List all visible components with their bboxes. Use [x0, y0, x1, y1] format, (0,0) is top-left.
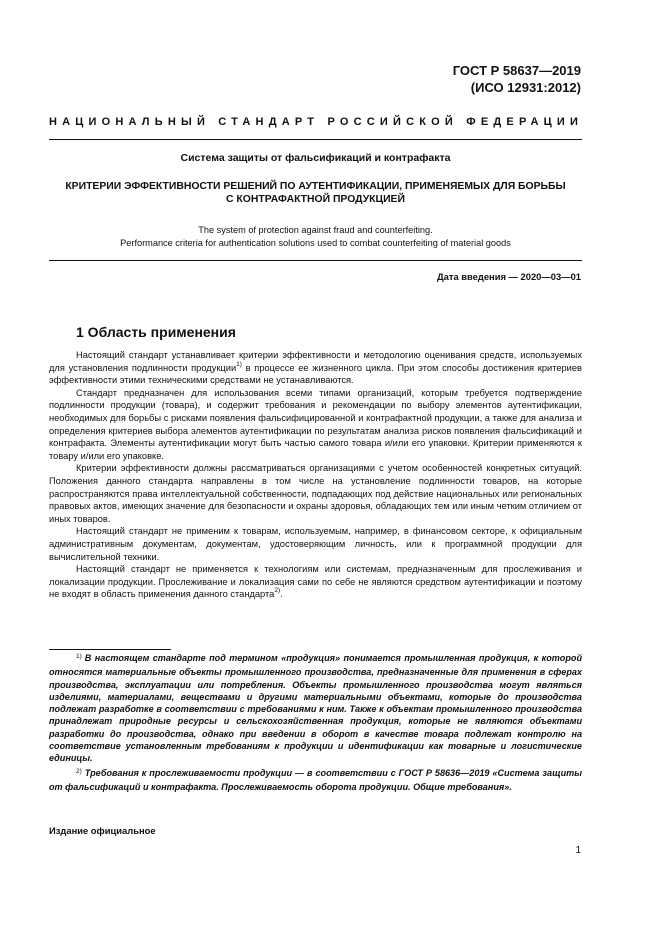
standard-number: ГОСТ Р 58637—2019 — [452, 63, 581, 78]
paragraph-2: Стандарт предназначен для использования всеми типами организаций, которым требуется подтверждение подлинности продукции (товара), и содержит требования и рекомендации по выбору элементов аутентификации, необходимых для борьбы с рисками появления фальсифицированной и контрафактной продукции, а также для анализа и определения критериев выбора элементов аутентификации по результатам анализа рисков появления фальсификаций и контрафакта. Элементы аутентификации могут быть частью самого товара и/или его упаковки. Критерии применяются к товару и/или его упаковке. — [49, 387, 582, 461]
section-body — [49, 349, 582, 601]
footnote-2 — [49, 767, 582, 794]
introduction-date: Дата введения — 2020—03—01 — [436, 271, 581, 282]
english-title — [49, 224, 582, 250]
footnote-ref-2: 2) — [274, 587, 281, 595]
page-number: 1 — [575, 845, 581, 856]
footnote-divider — [49, 649, 171, 650]
iso-number: (ИСО 12931:2012) — [470, 80, 581, 95]
paragraph-4: Настоящий стандарт не применим к товарам, используемым, например, в финансовом секторе, к официальным административным документам, документам, удостоверяющим личность, или к программной продукции для вычислительной техники. — [49, 526, 582, 562]
footnote-1-text: В настоящем стандарте под термином «продукция» понимается промышленная продукция, к которой относятся материальные объекты промышленного производства, предназначенные для применения в сферах производства, эксплуатации или потребления. Объекты промышленного производства могут являться изделиями, материалами, веществами и другими материальными объектами, которые до производства подлежат разработке в соответствии с требованиями к ним. Также к объектам промышленного производства принадлежат природные ресурсы и сельскохозяйственная продукция, которые не являются объектами разработки до производства, однако при введении в оборот в качестве товара подлежат контролю на соответствие установленным требованиям к продукции и идентификации как товарные и логистические единицы. — [49, 653, 582, 764]
footnote-1-mark: 1) — [76, 653, 82, 660]
standard-number-block — [453, 62, 581, 96]
title-divider — [49, 260, 582, 261]
top-divider — [49, 139, 582, 140]
footnote-ref-1: 1) — [236, 360, 242, 368]
national-standard-heading: НАЦИОНАЛЬНЫЙ СТАНДАРТ РОССИЙСКОЙ ФЕДЕРАЦИИ — [49, 116, 584, 128]
paragraph-5: Настоящий стандарт не применяется к технологиям или системам, предназначенным для прослеживания и локализации продукции. Прослеживание и локализация сами по себе не являются средством аутентификации и поэтому не входят в область применения данного стандарта$^{2)}$. — [49, 564, 582, 600]
english-title-line-1: The system of protection against fraud and counterfeiting. — [198, 225, 433, 235]
edition-label: Издание официальное — [49, 825, 156, 836]
section-heading: 1 Область применения — [76, 324, 236, 340]
footnotes — [49, 652, 582, 795]
paragraph-1: Настоящий стандарт устанавливает критерии эффективности и методологию оценивания средств, используемых для установления подлинности продукции$^{1)}$ в процессе ее жизненного цикла. При этом способы достижения критериев эффективности этими техническими средствами не устанавливаются. — [49, 350, 582, 386]
main-title: КРИТЕРИИ ЭФФЕКТИВНОСТИ РЕШЕНИЙ ПО АУТЕНТИФИКАЦИИ, ПРИМЕНЯЕМЫХ ДЛЯ БОРЬБЫ С КОНТРАФАКТНОЙ ПРОДУКЦИЕЙ — [65, 181, 566, 205]
footnote-2-text: Требования к прослеживаемости продукции — в соответствии с ГОСТ Р 58636—2019 «Система защиты от фальсификаций и контрафакта. Прослеживаемость оборота продукции. Общие требования». — [49, 767, 582, 792]
footnote-1 — [49, 652, 582, 765]
footnote-2-mark: 2) — [76, 767, 82, 775]
paragraph-3: Критерии эффективности должны рассматриваться организациями с учетом особенностей конкретных ситуаций. Положения данного стандарта направлены в том числе на установление подлинности товаров, на которые распространяются права интеллектуальной собственности, подпадающих под действие национальных или региональных правовых актов, имеющих значение для безопасности и охраны здоровья, обладающих тем или иным четким отличием от иных товаров. — [49, 463, 582, 524]
system-title: Система защиты от фальсификаций и контрафакта — [180, 152, 451, 164]
english-title-line-2: Performance criteria for authentication solutions used to combat counterfeiting of material goods — [120, 238, 511, 248]
